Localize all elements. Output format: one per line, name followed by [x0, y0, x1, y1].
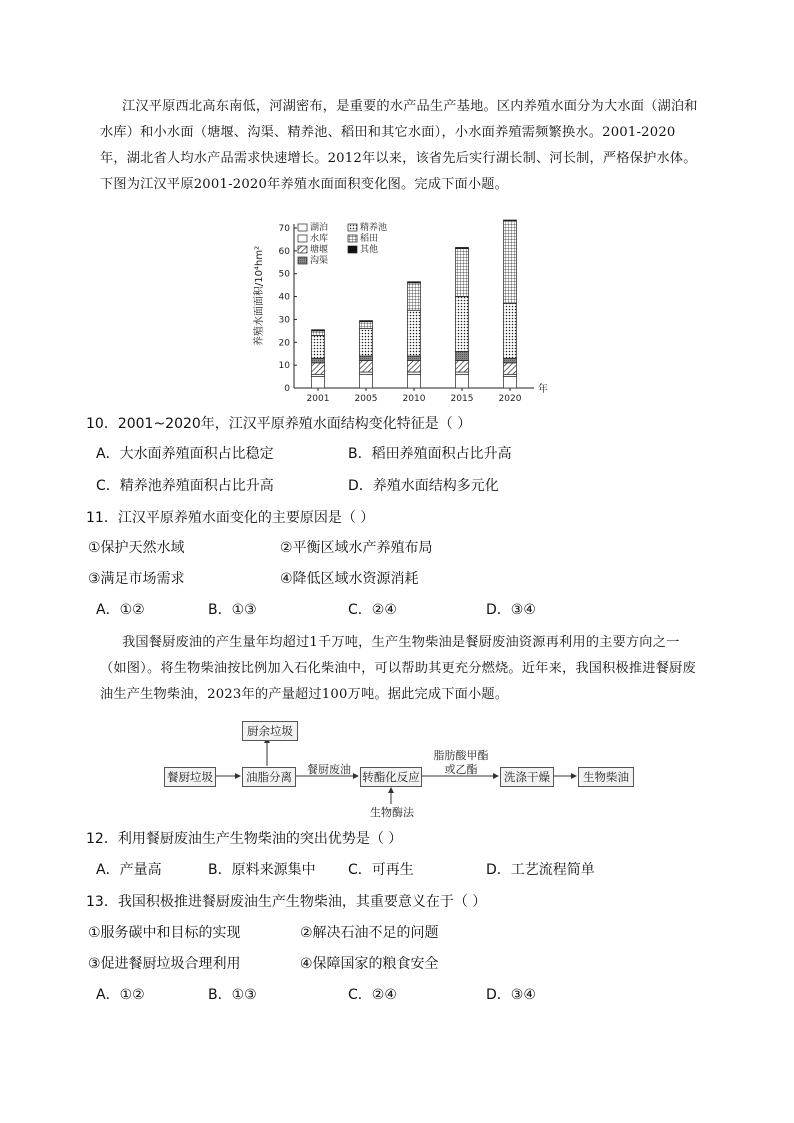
q11-statement-3: ③满足市场需求: [88, 571, 185, 587]
q13-option-b[interactable]: B．①③: [208, 987, 257, 1003]
q11-statement-2: ②平衡区域水产养殖布局: [280, 540, 433, 556]
question-10-stem: 10．2001~2020年，江汉平原养殖水面结构变化特征是（ ）: [86, 416, 472, 432]
q13-statement-1: ①服务碳中和目标的实现: [88, 925, 241, 941]
q13-statement-4: ④保障国家的粮食安全: [300, 956, 439, 972]
question-12-stem: 12．利用餐厨废油生产生物柴油的突出优势是（ ）: [86, 831, 403, 847]
passage-jianghan: 江汉平原西北高东南低，河湖密布，是重要的水产品生产基地。区内养殖水面分为大水面（湖泊和水库）和小水面（塘堰、沟渠、精养池、稻田和其它水面），小水面养殖需频繁换水。2001-2020年，湖北省人均水产品需求快速增长。2012年以来，该省先后实行湖长制、河长制，严格保护水体。下图为江汉平原2001-2020年养殖水面面积变化图。完成下面小题。: [100, 99, 698, 192]
bar-segment-塘堰: [504, 363, 517, 374]
flow-ester-label-1: 脂肪酸甲酯: [433, 749, 489, 762]
x-tick-label: 2015: [450, 394, 474, 404]
y-axis-label: 养殖水面面积/10⁴hm²: [254, 245, 265, 347]
q13-statement-2: ②解决石油不足的问题: [300, 925, 439, 941]
bar-segment-精养池: [504, 303, 517, 358]
flow-residue-box: 厨余垃圾: [242, 721, 298, 741]
bar-segment-其他: [312, 330, 325, 331]
q11-option-d[interactable]: D．③④: [486, 602, 536, 618]
legend-label: 稻田: [360, 234, 379, 244]
q13-option-c[interactable]: C．②④: [348, 987, 397, 1003]
legend-label: 水库: [310, 234, 329, 244]
y-tick-label: 40: [278, 292, 290, 303]
flow-bio-enzyme-label: 生物酶法: [370, 806, 414, 819]
bar-segment-精养池: [360, 329, 373, 356]
q10-option-d[interactable]: D．养殖水面结构多元化: [348, 478, 499, 494]
passage-biodiesel: 我国餐厨废油的产生量年均超过1千万吨，生产生物柴油是餐厨废油资源再利用的主要方向之一（如图）。将生物柴油按比例加入石化柴油中，可以帮助其更充分燃烧。近年来，我国积极推进餐厨废油生产生物柴油，2023年的产量超过100万吨。据此完成下面小题。: [100, 635, 696, 702]
question-11-stem: 11．江汉平原养殖水面变化的主要原因是（ ）: [86, 510, 375, 526]
bar-segment-塘堰: [408, 361, 421, 372]
bar-segment-精养池: [408, 310, 421, 356]
flow-biodiesel-box: 生物柴油: [578, 767, 634, 787]
flow-wash-dry-box: 洗涤干燥: [500, 767, 554, 787]
bar-segment-湖泊: [360, 374, 373, 388]
q10-option-a[interactable]: A．大水面养殖面积占比稳定: [96, 446, 274, 462]
legend-label: 湖泊: [310, 223, 329, 233]
q10-option-b[interactable]: B．稻田养殖面积占比升高: [348, 446, 512, 462]
flow-transesterification-box: 转酯化反应: [360, 767, 422, 787]
q11-statement-4: ④降低区域水资源消耗: [280, 571, 419, 587]
q12-option-d[interactable]: D．工艺流程简单: [486, 862, 595, 878]
aquaculture-area-chart: [250, 218, 550, 404]
legend-swatch: [298, 257, 307, 264]
flow-ester-label-2: 或乙酯: [444, 763, 478, 776]
flow-kitchen-waste-box: 餐厨垃圾: [164, 767, 216, 787]
x-axis-suffix: 年: [538, 384, 548, 395]
bar-segment-塘堰: [312, 363, 325, 374]
bar-segment-沟渠: [408, 356, 421, 361]
y-tick-label: 0: [284, 384, 290, 394]
q11-option-b[interactable]: B．①③: [208, 602, 257, 618]
flow-waste-oil-label: 餐厨废油: [307, 763, 351, 776]
legend-label: 精养池: [360, 223, 388, 233]
x-tick-label: 2005: [354, 394, 378, 404]
legend-label: 塘堰: [310, 245, 329, 255]
q12-option-c[interactable]: C．可再生: [348, 862, 414, 878]
q12-option-a[interactable]: A．产量高: [96, 862, 162, 878]
bar-segment-稻田: [504, 221, 517, 303]
q11-option-a[interactable]: A．①②: [96, 602, 145, 618]
bar-segment-稻田: [312, 331, 325, 336]
bar-segment-塘堰: [360, 361, 373, 372]
q10-option-c[interactable]: C．精养池养殖面积占比升高: [96, 478, 274, 494]
bar-segment-其他: [504, 220, 517, 221]
legend-swatch: [348, 224, 357, 231]
legend-swatch: [298, 235, 307, 242]
bar-segment-沟渠: [456, 351, 469, 360]
bar-segment-沟渠: [504, 358, 517, 363]
bar-segment-其他: [360, 321, 373, 322]
bar-segment-湖泊: [504, 377, 517, 388]
bar-segment-精养池: [456, 297, 469, 352]
bar-segment-沟渠: [312, 358, 325, 363]
x-tick-label: 2010: [402, 394, 426, 404]
q13-option-d[interactable]: D．③④: [486, 987, 536, 1003]
legend-swatch: [348, 235, 357, 242]
y-tick-label: 30: [278, 315, 290, 326]
legend-swatch: [298, 246, 307, 253]
legend-swatch: [298, 224, 307, 231]
bar-segment-湖泊: [312, 377, 325, 388]
q11-statement-1: ①保护天然水域: [88, 540, 185, 556]
x-tick-label: 2020: [498, 394, 522, 404]
bar-segment-稻田: [360, 322, 373, 329]
q11-option-c[interactable]: C．②④: [348, 602, 397, 618]
y-tick-label: 20: [278, 338, 290, 349]
bar-segment-其他: [456, 247, 469, 248]
question-13-stem: 13．我国积极推进餐厨废油生产生物柴油，其重要意义在于（ ）: [86, 894, 487, 910]
legend-swatch: [348, 246, 357, 253]
bar-segment-湖泊: [456, 374, 469, 388]
legend-label: 沟渠: [310, 256, 329, 266]
y-tick-label: 60: [278, 246, 290, 257]
bar-segment-沟渠: [360, 356, 373, 361]
bar-segment-稻田: [456, 249, 469, 297]
x-tick-label: 2001: [306, 394, 330, 404]
bar-segment-稻田: [408, 283, 421, 310]
legend-label: 其他: [360, 245, 379, 255]
bar-segment-其他: [408, 282, 421, 283]
q13-option-a[interactable]: A．①②: [96, 987, 145, 1003]
y-tick-label: 70: [278, 224, 290, 234]
y-tick-label: 10: [278, 361, 290, 372]
q12-option-b[interactable]: B．原料来源集中: [208, 862, 316, 878]
flow-oil-separation-box: 油脂分离: [242, 767, 296, 787]
bar-segment-精养池: [312, 335, 325, 358]
bar-segment-塘堰: [456, 361, 469, 372]
y-tick-label: 50: [278, 269, 290, 280]
bar-segment-湖泊: [408, 374, 421, 388]
q13-statement-3: ③促进餐厨垃圾合理利用: [88, 956, 241, 972]
